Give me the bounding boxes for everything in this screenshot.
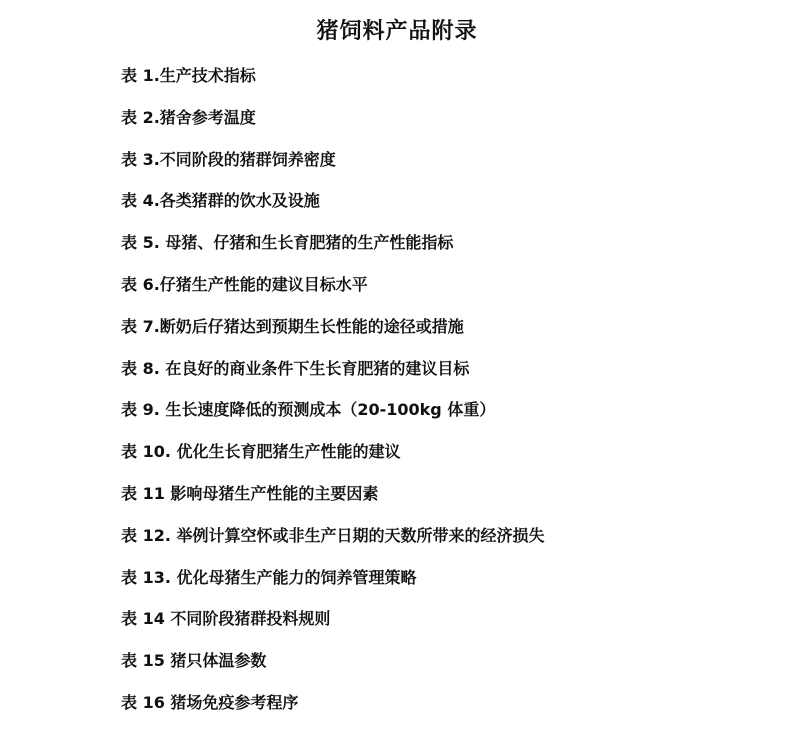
list-item: 表 16 猪场免疫参考程序 bbox=[121, 692, 299, 712]
list-item: 表 9. 生长速度降低的预测成本（20-100kg 体重） bbox=[121, 400, 496, 420]
appendix-table-list bbox=[121, 60, 545, 729]
list-item: 表 1.生产技术指标 bbox=[121, 66, 256, 85]
page-title: 猪饲料产品附录 bbox=[316, 19, 478, 44]
list-item: 表 3.不同阶段的猪群饲养密度 bbox=[121, 149, 336, 169]
list-item: 表 15 猪只体温参数 bbox=[121, 651, 267, 671]
list-item: 表 11 影响母猪生产性能的主要因素 bbox=[121, 483, 379, 503]
list-item: 表 12. 举例计算空怀或非生产日期的天数所带来的经济损失 bbox=[121, 525, 545, 545]
list-item: 表 6.仔猪生产性能的建议目标水平 bbox=[121, 274, 368, 294]
list-item: 表 13. 优化母猪生产能力的饲养管理策略 bbox=[121, 567, 417, 587]
list-item: 表 8. 在良好的商业条件下生长育肥猪的建议目标 bbox=[121, 358, 470, 378]
list-item: 表 14 不同阶段猪群投料规则 bbox=[121, 609, 331, 629]
list-item: 表 7.断奶后仔猪达到预期生长性能的途径或措施 bbox=[121, 316, 464, 336]
list-item: 表 5. 母猪、仔猪和生长育肥猪的生产性能指标 bbox=[121, 233, 454, 253]
list-item: 表 4.各类猪群的饮水及设施 bbox=[121, 191, 320, 211]
list-item: 表 10. 优化生长育肥猪生产性能的建议 bbox=[121, 442, 401, 462]
list-item: 表 2.猪舍参考温度 bbox=[121, 107, 256, 127]
